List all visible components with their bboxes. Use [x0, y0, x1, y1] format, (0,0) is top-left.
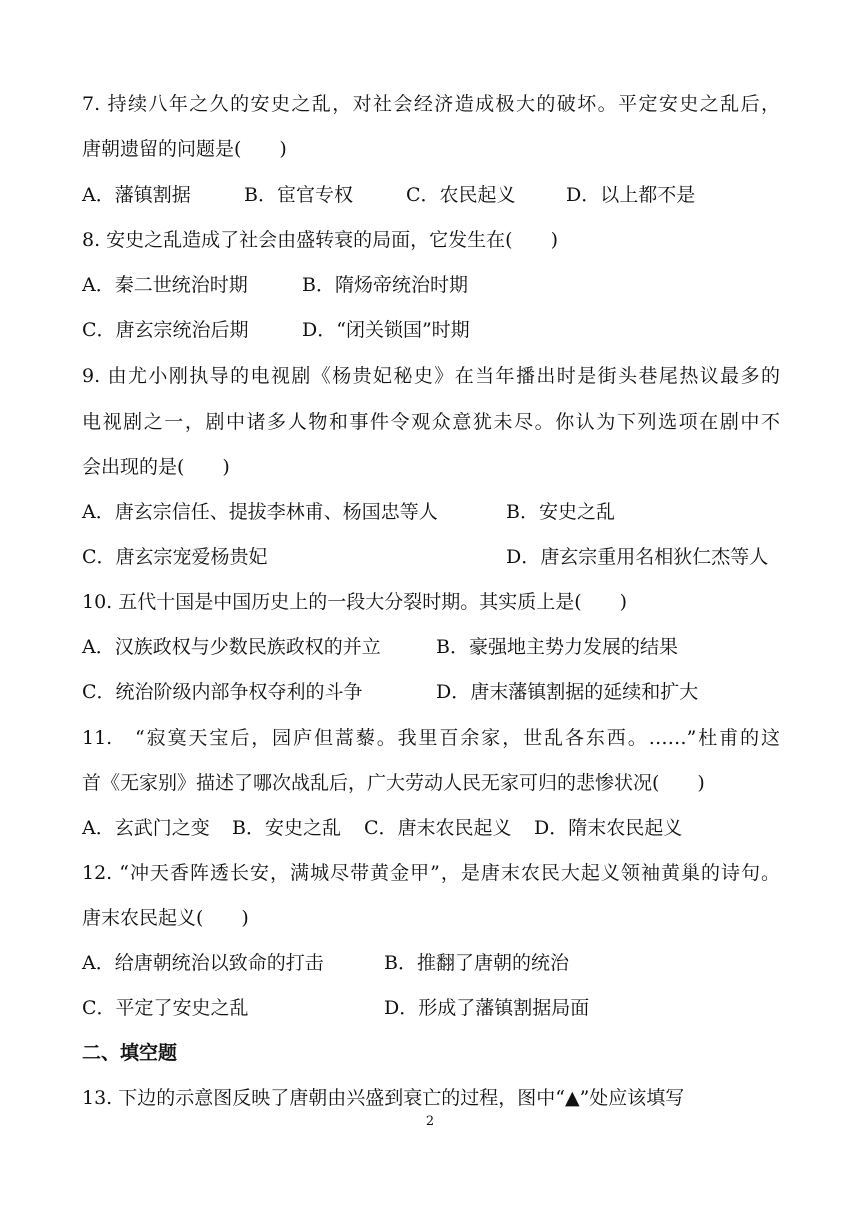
- question-7-option-b[interactable]: B．宦官专权: [244, 184, 353, 206]
- question-9-option-a[interactable]: A．唐玄宗信任、提拔李林甫、杨国忠等人: [82, 501, 438, 523]
- question-7-option-a[interactable]: A．藩镇割据: [82, 184, 191, 206]
- question-10-option-b[interactable]: B．豪强地主势力发展的结果: [436, 636, 678, 658]
- question-12-option-d[interactable]: D．形成了藩镇割据局面: [384, 997, 590, 1019]
- question-12-option-a[interactable]: A．给唐朝统治以致命的打击: [82, 952, 324, 974]
- question-11-option-b[interactable]: B．安史之乱: [232, 817, 341, 839]
- question-8-option-c[interactable]: C．唐玄宗统治后期: [82, 319, 249, 341]
- question-7-stem-line-1: 7. 持续八年之久的安史之乱，对社会经济造成极大的破坏。平定安史之乱后，: [82, 93, 780, 115]
- question-9-option-c[interactable]: C．唐玄宗宠爱杨贵妃: [82, 546, 268, 568]
- question-12-stem-line-2: 唐末农民起义( ): [82, 907, 249, 929]
- question-8-stem: 8. 安史之乱造成了社会由盛转衰的局面，它发生在( ): [82, 229, 558, 251]
- question-7-stem-line-2: 唐朝遗留的问题是( ): [82, 138, 287, 160]
- question-12-stem-line-1: 12. “冲天香阵透长安，满城尽带黄金甲”，是唐末农民大起义领袖黄巢的诗句。: [82, 862, 780, 884]
- question-9-stem-line-1: 9. 由尤小刚执导的电视剧《杨贵妃秘史》在当年播出时是街头巷尾热议最多的: [82, 365, 780, 387]
- question-11-option-d[interactable]: D．隋末农民起义: [534, 817, 683, 839]
- question-8-option-a[interactable]: A．秦二世统治时期: [82, 274, 248, 296]
- question-13-stem: 13. 下边的示意图反映了唐朝由兴盛到衰亡的过程，图中“▲”处应该填写: [82, 1087, 685, 1109]
- question-9-option-d[interactable]: D．唐玄宗重用名相狄仁杰等人: [506, 546, 769, 568]
- question-9-option-b[interactable]: B．安史之乱: [506, 501, 615, 523]
- question-12-option-b[interactable]: B．推翻了唐朝的统治: [384, 952, 569, 974]
- section-2-heading: 二、填空题: [82, 1042, 178, 1064]
- question-10-option-c[interactable]: C．统治阶级内部争权夺利的斗争: [82, 681, 363, 703]
- question-7-option-d[interactable]: D．以上都不是: [566, 184, 696, 206]
- question-11-stem-line-1: 11. “寂寞天宝后，园庐但蒿藜。我里百余家，世乱各东西。……”杜甫的这: [82, 727, 780, 749]
- question-8-option-d[interactable]: D．“闭关锁国”时期: [302, 319, 470, 341]
- question-8-option-b[interactable]: B．隋炀帝统治时期: [302, 274, 468, 296]
- question-11-option-c[interactable]: C．唐末农民起义: [364, 817, 512, 839]
- question-10-option-a[interactable]: A．汉族政权与少数民族政权的并立: [82, 636, 381, 658]
- question-7-option-c[interactable]: C．农民起义: [406, 184, 516, 206]
- question-12-option-c[interactable]: C．平定了安史之乱: [82, 997, 249, 1019]
- question-11-stem-line-2: 首《无家别》描述了哪次战乱后，广大劳动人民无家可归的悲惨状况( ): [82, 772, 705, 794]
- question-9-stem-line-3: 会出现的是( ): [82, 456, 230, 478]
- page-number: 2: [425, 1114, 435, 1129]
- question-11-option-a[interactable]: A．玄武门之变: [82, 817, 210, 839]
- question-10-option-d[interactable]: D．唐末藩镇割据的延续和扩大: [436, 681, 699, 703]
- question-10-stem: 10. 五代十国是中国历史上的一段大分裂时期。其实质上是( ): [82, 591, 628, 613]
- question-9-stem-line-2: 电视剧之一，剧中诸多人物和事件令观众意犹未尽。你认为下列选项在剧中不: [82, 411, 780, 433]
